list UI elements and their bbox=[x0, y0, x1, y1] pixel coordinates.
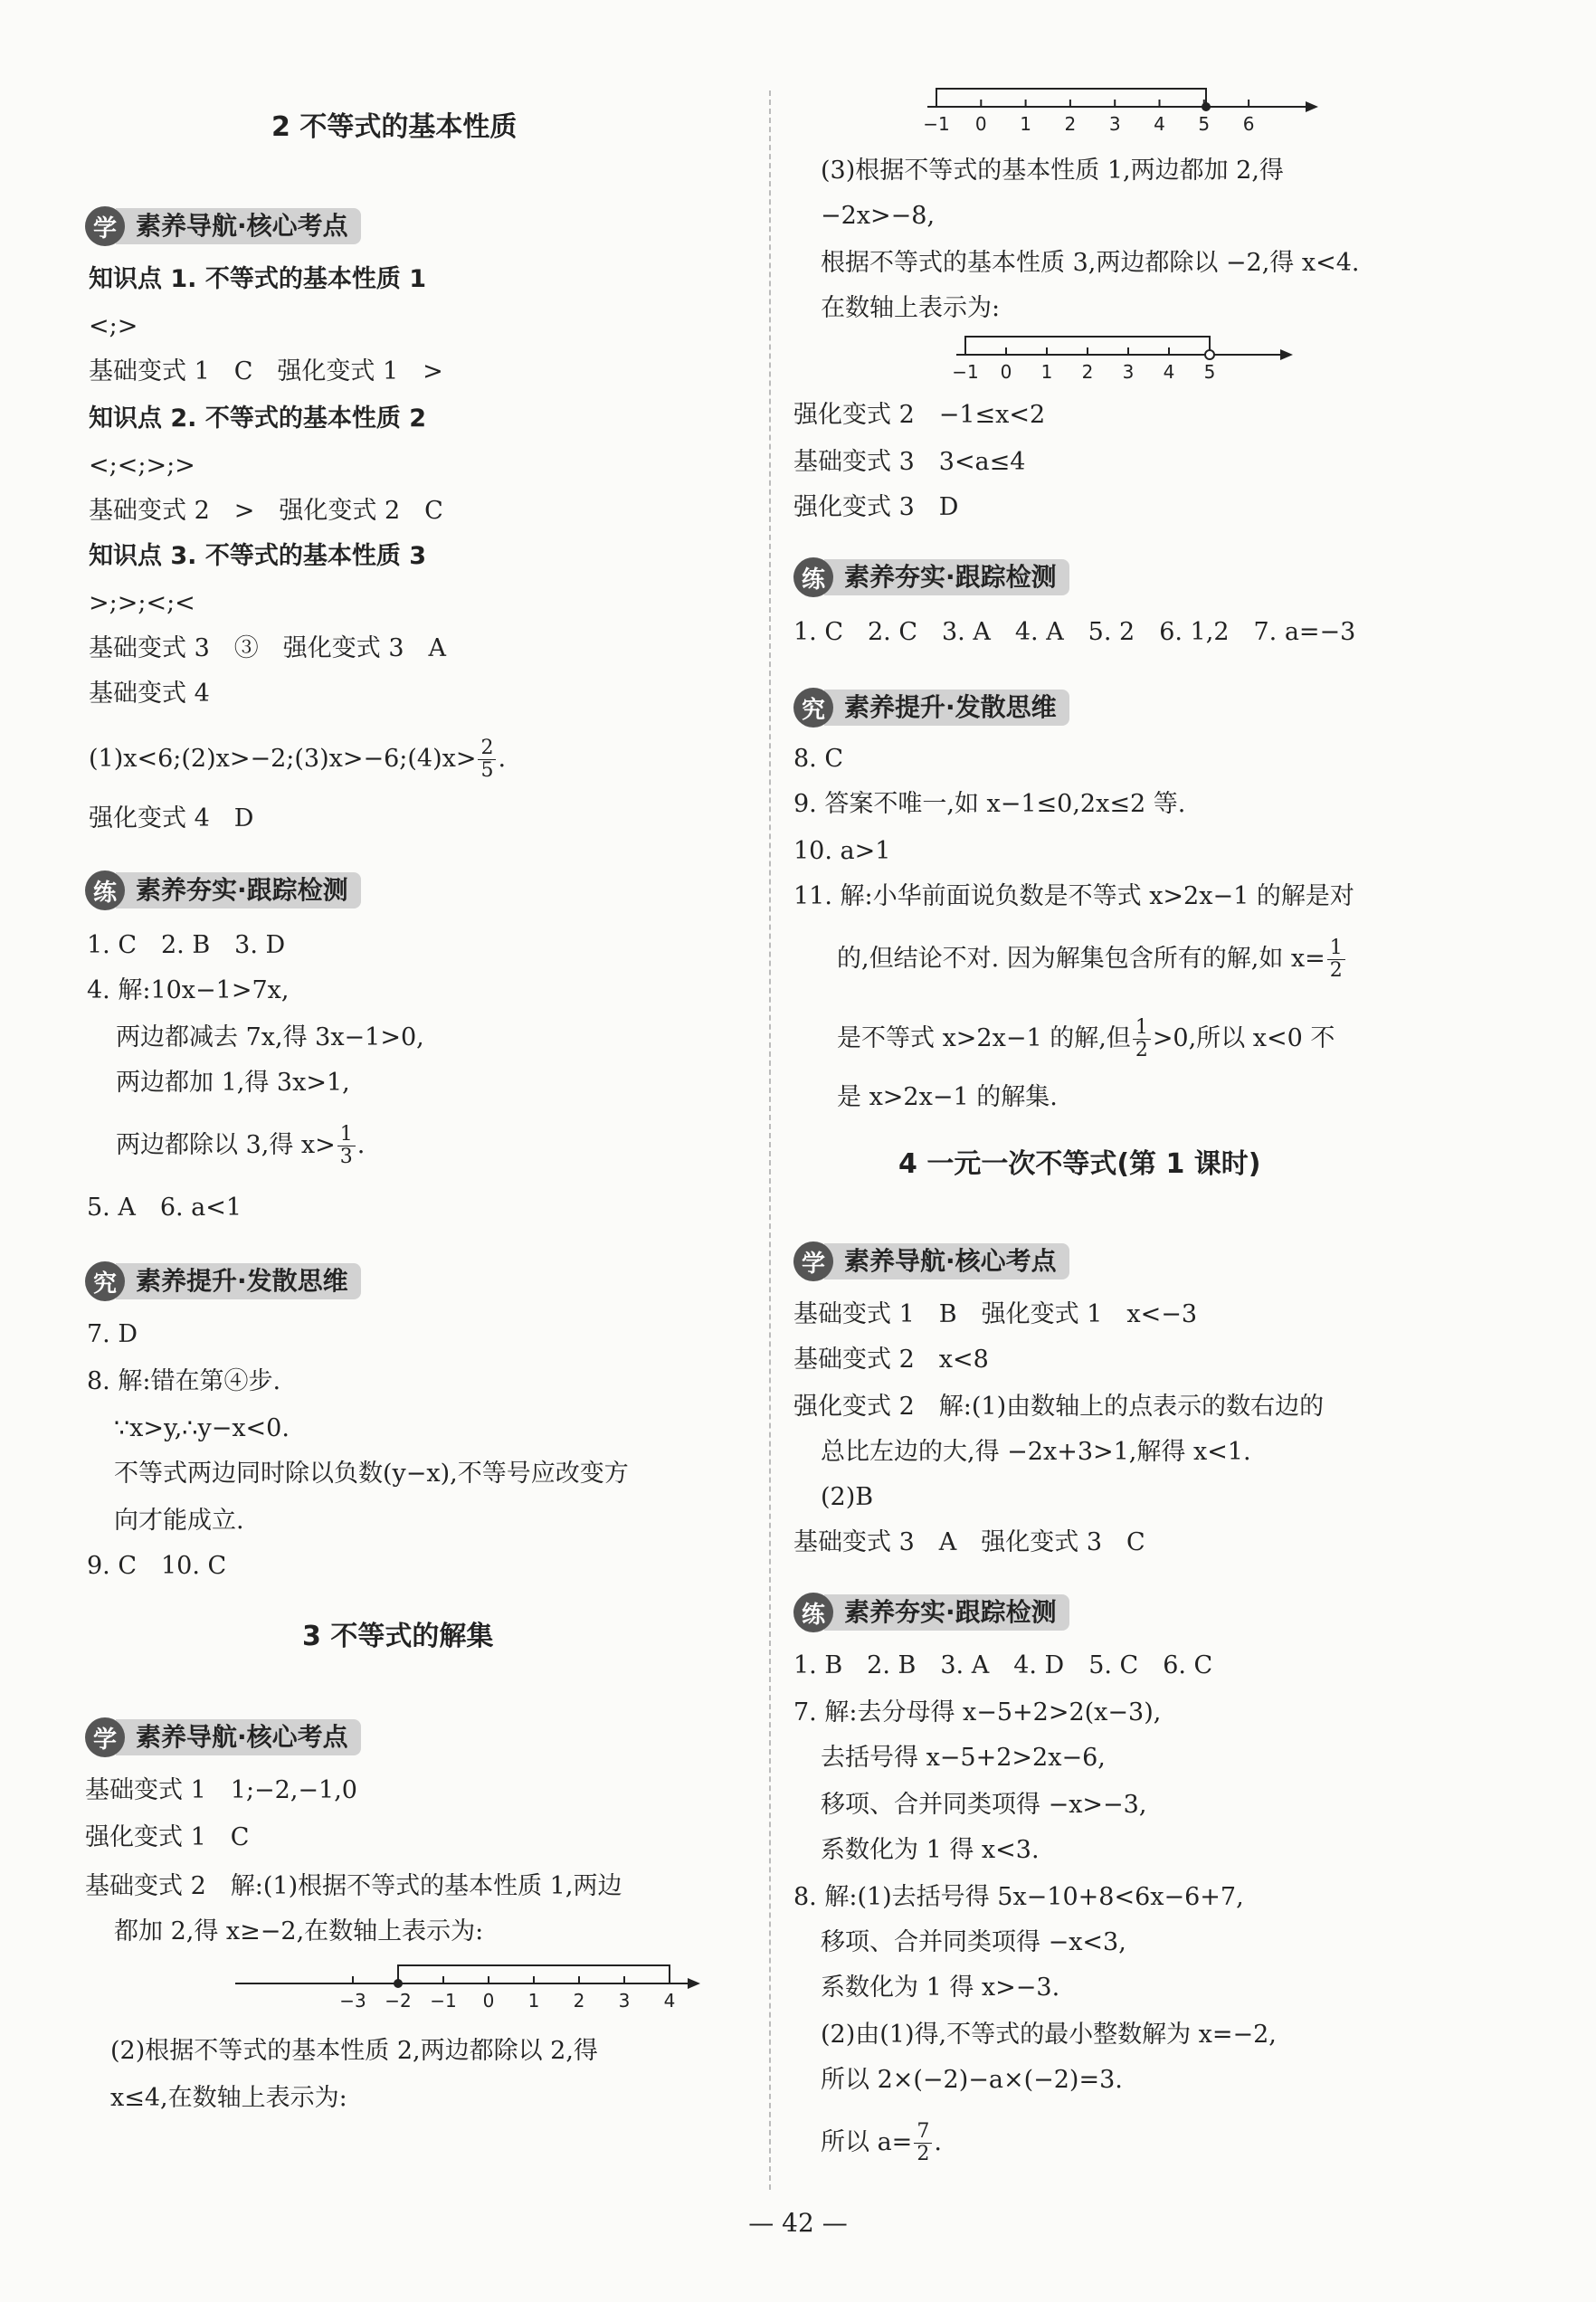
answer-line: 9. C 10. C bbox=[87, 1552, 227, 1580]
column-divider bbox=[769, 90, 771, 2190]
learn-badge: 学 bbox=[793, 1241, 833, 1281]
learn-header-title: 素养导航·核心考点 bbox=[116, 208, 361, 244]
tick-label: 5 bbox=[1203, 361, 1216, 383]
knowledge-point-1: 知识点 1. 不等式的基本性质 1 bbox=[89, 265, 427, 293]
learn-header bbox=[85, 206, 361, 246]
answer-line: (3)根据不等式的基本性质 1,两边都加 2,得 bbox=[821, 157, 1284, 185]
answer-line: 5. A 6. a<1 bbox=[87, 1194, 242, 1222]
tick-label: 4 bbox=[1154, 113, 1165, 135]
answer-line: 不等式两边同时除以负数(y−x),不等号应改变方 bbox=[114, 1460, 629, 1488]
tick-label: 6 bbox=[1242, 113, 1255, 135]
answer-line: (2)由(1)得,不等式的最小整数解为 x=−2, bbox=[821, 2021, 1277, 2049]
answer-line: (2)B bbox=[821, 1483, 874, 1511]
practice-header-title: 素养夯实·跟踪检测 bbox=[824, 559, 1069, 595]
answer-line: 两边都减去 7x,得 3x−1>0, bbox=[116, 1023, 424, 1051]
learn-badge: 学 bbox=[85, 206, 125, 246]
practice-badge: 练 bbox=[793, 1593, 833, 1632]
answer-line: 总比左边的大,得 −2x+3>1,解得 x<1. bbox=[821, 1438, 1251, 1466]
practice-badge: 练 bbox=[85, 870, 125, 910]
answer-line: 9. 答案不唯一,如 x−1≤0,2x≤2 等. bbox=[793, 790, 1186, 818]
tick-label: 2 bbox=[1081, 361, 1094, 383]
answer-line: <;> bbox=[89, 312, 138, 340]
page-number: — 42 — bbox=[748, 2208, 848, 2238]
answer-line: (2)根据不等式的基本性质 2,两边都除以 2,得 bbox=[110, 2037, 598, 2065]
answer-line: 根据不等式的基本性质 3,两边都除以 −2,得 x<4. bbox=[821, 249, 1360, 277]
tick-label: −1 bbox=[430, 1990, 457, 2012]
number-line-top bbox=[923, 87, 1325, 141]
tick-label: 1 bbox=[527, 1990, 540, 2012]
learn-header-title: 素养导航·核心考点 bbox=[116, 1719, 361, 1755]
tick-label: 5 bbox=[1198, 113, 1211, 135]
answer-line: 基础变式 3 3<a≤4 bbox=[793, 448, 1026, 476]
practice-header-title: 素养夯实·跟踪检测 bbox=[116, 872, 361, 908]
practice-header bbox=[793, 1593, 1069, 1632]
explore-header-title: 素养提升·发散思维 bbox=[116, 1263, 361, 1299]
answer-line: 强化变式 1 C bbox=[85, 1823, 250, 1851]
learn-header bbox=[793, 1241, 1069, 1281]
practice-badge: 练 bbox=[793, 557, 833, 597]
axis-arrow bbox=[1280, 349, 1293, 360]
answer-line: 所以 a= $\frac{7}{2}$ . bbox=[821, 2120, 942, 2165]
answer-line: 1. B 2. B 3. A 4. D 5. C 6. C bbox=[793, 1651, 1213, 1679]
learn-header bbox=[85, 1717, 361, 1757]
number-line-right bbox=[952, 335, 1300, 389]
answer-line: 所以 2×(−2)−a×(−2)=3. bbox=[821, 2066, 1123, 2094]
tick-label: 2 bbox=[573, 1990, 585, 2012]
answer-line: (1)x<6;(2)x>−2;(3)x>−6;(4)x> $\frac{2}{5}$ . bbox=[89, 737, 507, 782]
section-4-title: 4 一元一次不等式(第 1 课时) bbox=[898, 1148, 1261, 1180]
fraction: $\frac{2}{5}$ bbox=[478, 737, 496, 782]
answer-line: 10. a>1 bbox=[793, 837, 891, 865]
tick-label: −1 bbox=[923, 113, 950, 135]
answer-line: −2x>−8, bbox=[821, 202, 936, 230]
section-2-title: 2 不等式的基本性质 bbox=[271, 111, 518, 143]
answer-line: 基础变式 1 C 强化变式 1 > bbox=[89, 357, 443, 385]
answer-line: 基础变式 1 B 强化变式 1 x<−3 bbox=[793, 1300, 1198, 1328]
answer-line: 基础变式 3 A 强化变式 3 C bbox=[793, 1528, 1145, 1556]
axis-arrow bbox=[688, 1978, 700, 1989]
answer-line: 7. 解:去分母得 x−5+2>2(x−3), bbox=[793, 1698, 1162, 1726]
tick-label: 4 bbox=[663, 1990, 676, 2012]
answer-line: ∵x>y,∴y−x<0. bbox=[114, 1414, 290, 1442]
explore-badge: 究 bbox=[85, 1261, 125, 1301]
fraction: $\frac{1}{3}$ bbox=[337, 1124, 356, 1168]
answer-line: 在数轴上表示为: bbox=[821, 294, 1001, 322]
answer-line: 是不等式 x>2x−1 的解,但 $\frac{1}{2}$ >0,所以 x<0 不 bbox=[837, 1016, 1335, 1061]
tick-label: 0 bbox=[482, 1990, 495, 2012]
tick-label: 3 bbox=[618, 1990, 631, 2012]
answer-line: 基础变式 2 x<8 bbox=[793, 1346, 989, 1374]
tick-label: −1 bbox=[952, 361, 979, 383]
fraction: $\frac{1}{2}$ bbox=[1327, 937, 1345, 982]
answer-line: 7. D bbox=[87, 1320, 138, 1348]
solution-bracket bbox=[936, 89, 1206, 107]
answer-line: 都加 2,得 x≥−2,在数轴上表示为: bbox=[114, 1917, 484, 1945]
answer-line: >;>;<;< bbox=[89, 589, 195, 617]
answer-line: 两边都除以 3,得 x> $\frac{1}{3}$ . bbox=[116, 1123, 366, 1168]
answer-line: 1. C 2. C 3. A 4. A 5. 2 6. 1,2 7. a=−3 bbox=[793, 618, 1356, 646]
answer-line: 基础变式 4 bbox=[89, 680, 210, 708]
answer-line: 4. 解:10x−1>7x, bbox=[87, 976, 290, 1004]
answer-line: 基础变式 2 解:(1)根据不等式的基本性质 1,两边 bbox=[85, 1872, 622, 1900]
tick-label: 4 bbox=[1163, 361, 1175, 383]
answer-line: 基础变式 3 ③ 强化变式 3 A bbox=[89, 634, 447, 662]
answer-line: 去括号得 x−5+2>2x−6, bbox=[821, 1744, 1106, 1772]
answer-line: 基础变式 2 > 强化变式 2 C bbox=[89, 497, 443, 525]
knowledge-point-2: 知识点 2. 不等式的基本性质 2 bbox=[89, 404, 427, 433]
number-line-left bbox=[235, 1964, 706, 2027]
tick-label: 3 bbox=[1122, 361, 1135, 383]
axis-arrow bbox=[1306, 101, 1318, 112]
closed-endpoint bbox=[394, 1979, 403, 1988]
tick-label: 3 bbox=[1108, 113, 1121, 135]
tick-label: −3 bbox=[339, 1990, 366, 2012]
explore-header-title: 素养提升·发散思维 bbox=[824, 690, 1069, 726]
answer-line: 系数化为 1 得 x>−3. bbox=[821, 1974, 1060, 2002]
explore-badge: 究 bbox=[793, 688, 833, 728]
answer-line: 是 x>2x−1 的解集. bbox=[837, 1083, 1058, 1111]
learn-badge: 学 bbox=[85, 1717, 125, 1757]
answer-line: 强化变式 2 解:(1)由数轴上的点表示的数右边的 bbox=[793, 1393, 1325, 1421]
answer-line: 强化变式 4 D bbox=[89, 804, 254, 832]
explore-header bbox=[85, 1261, 361, 1301]
answer-line: 11. 解:小华前面说负数是不等式 x>2x−1 的解是对 bbox=[793, 882, 1354, 910]
answer-line: 移项、合并同类项得 −x<3, bbox=[821, 1928, 1126, 1956]
answer-line: x≤4,在数轴上表示为: bbox=[110, 2084, 347, 2112]
practice-header-title: 素养夯实·跟踪检测 bbox=[824, 1594, 1069, 1631]
tick-label: 2 bbox=[1064, 113, 1077, 135]
practice-header bbox=[793, 557, 1069, 597]
explore-header bbox=[793, 688, 1069, 728]
fraction: $\frac{7}{2}$ bbox=[914, 2121, 932, 2165]
learn-header-title: 素养导航·核心考点 bbox=[824, 1243, 1069, 1279]
answer-line: 8. 解:(1)去括号得 5x−10+8<6x−6+7, bbox=[793, 1883, 1244, 1911]
practice-header bbox=[85, 870, 361, 910]
answer-line: 的,但结论不对. 因为解集包含所有的解,如 x= $\frac{1}{2}$ bbox=[837, 937, 1347, 982]
section-3-title: 3 不等式的解集 bbox=[302, 1621, 494, 1652]
answer-line: 8. C bbox=[793, 745, 844, 773]
answer-line: 基础变式 1 1;−2,−1,0 bbox=[85, 1776, 357, 1804]
tick-label: 0 bbox=[1000, 361, 1012, 383]
tick-label: 1 bbox=[1020, 113, 1031, 135]
answer-line: 强化变式 2 −1≤x<2 bbox=[793, 401, 1046, 429]
answer-line: 移项、合并同类项得 −x>−3, bbox=[821, 1791, 1147, 1819]
answer-line: 1. C 2. B 3. D bbox=[87, 931, 286, 959]
answer-line: 8. 解:错在第④步. bbox=[87, 1367, 281, 1395]
answer-line: 向才能成立. bbox=[114, 1507, 244, 1535]
tick-label: 0 bbox=[974, 113, 987, 135]
answer-line: 系数化为 1 得 x<3. bbox=[821, 1836, 1040, 1864]
answer-line: 强化变式 3 D bbox=[793, 493, 959, 521]
knowledge-point-3: 知识点 3. 不等式的基本性质 3 bbox=[89, 542, 427, 570]
answer-line: <;<;>;> bbox=[89, 452, 195, 480]
tick-label: −2 bbox=[385, 1990, 412, 2012]
fraction: $\frac{1}{2}$ bbox=[1133, 1017, 1151, 1061]
tick-label: 1 bbox=[1040, 361, 1053, 383]
answer-line: 两边都加 1,得 3x>1, bbox=[116, 1069, 350, 1097]
closed-endpoint bbox=[1202, 102, 1211, 111]
open-endpoint bbox=[1205, 350, 1214, 359]
